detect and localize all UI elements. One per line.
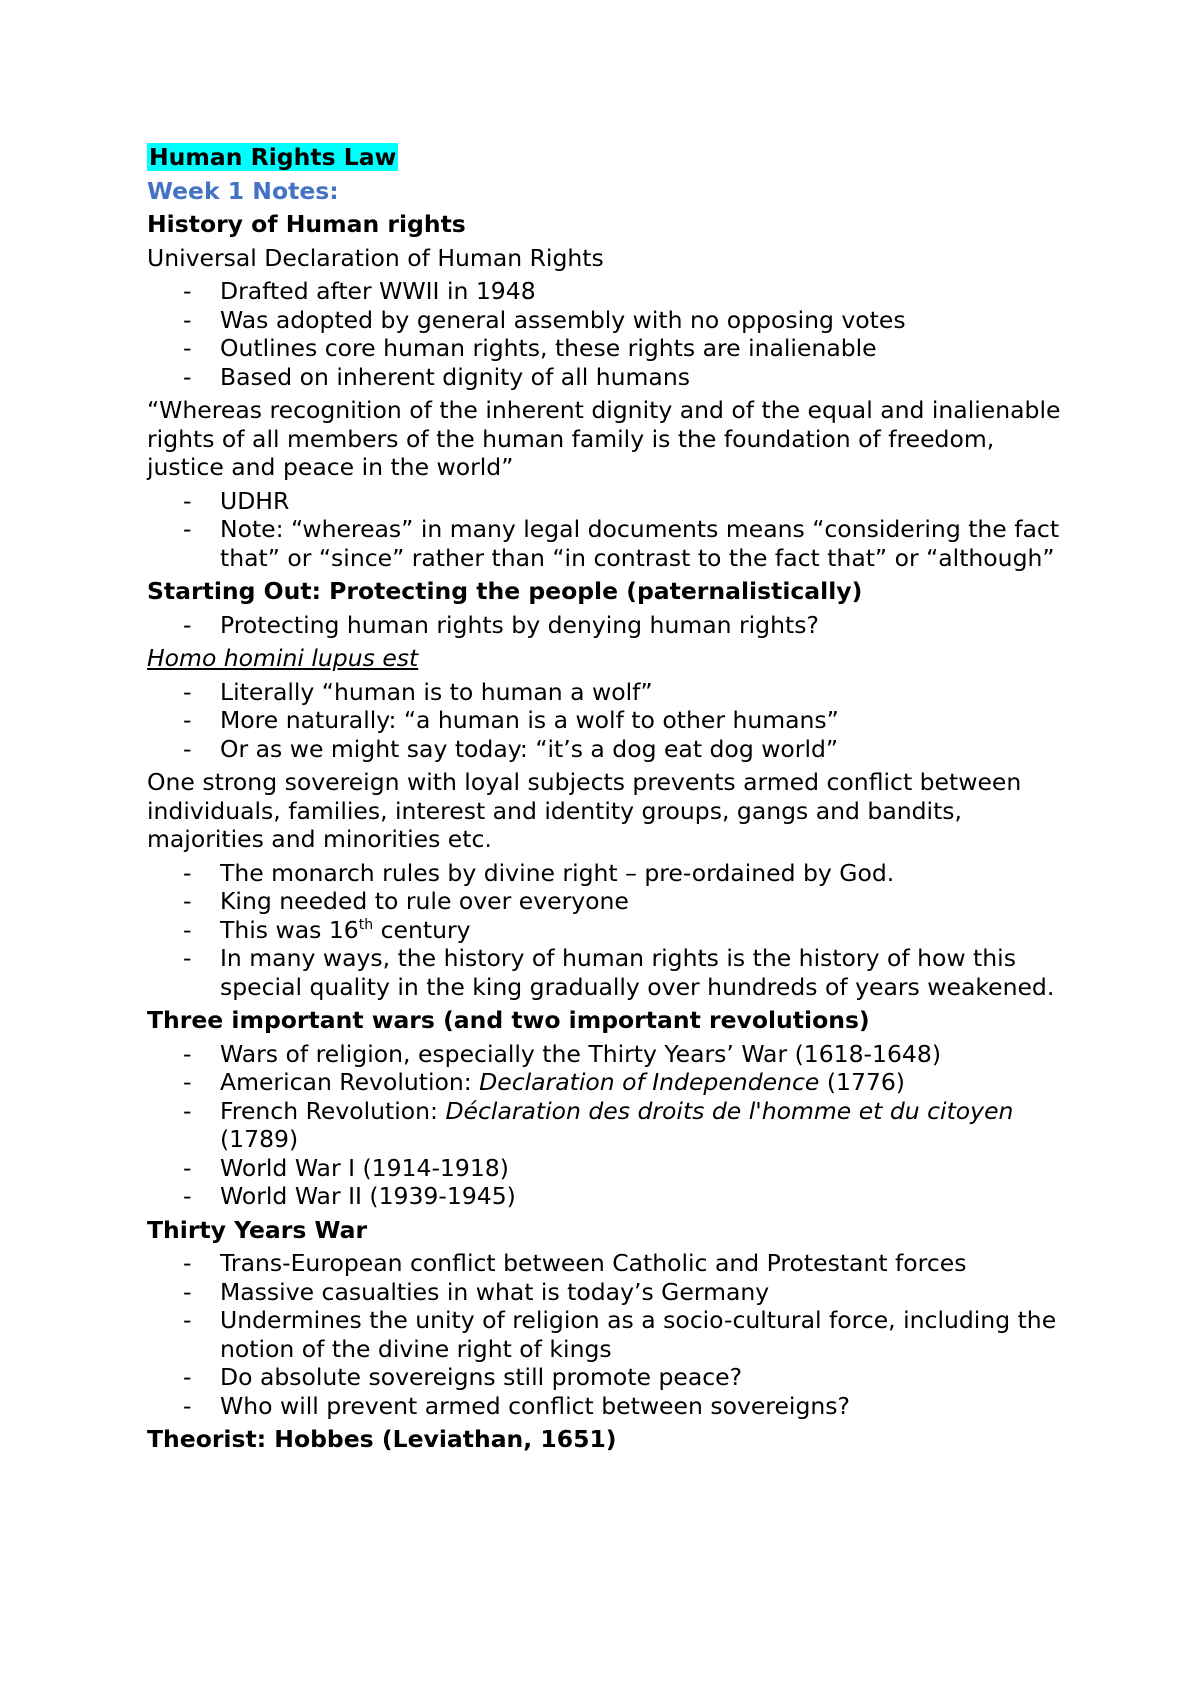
udhr-quote: “Whereas recognition of the inherent dignity and of the equal and inalienable rights of all members of the human family is the foundation of freedom, justice and peace in the world” (147, 396, 1061, 481)
list-item: - Massive casualties in what is today’s Germany (183, 1277, 770, 1306)
udhr-bullet-list (147, 277, 1077, 391)
list-item: - World War II (1939-1945) (183, 1182, 516, 1210)
list-item: - Trans-European conflict between Catholic and Protestant forces (183, 1249, 967, 1277)
ordinal-superscript: th (358, 916, 374, 933)
list-item: - Undermines the unity of religion as a socio-cultural force, including the notion of the divine right of kings (183, 1306, 1057, 1363)
list-item: - In many ways, the history of human rights is the history of how this special quality in the king gradually over hundreds of years weakened. (183, 944, 1055, 1001)
week-heading: Week 1 Notes: (147, 176, 339, 205)
list-item: - Outlines core human rights, these rights are inalienable (183, 334, 877, 362)
section-heading-thirty-years-war: Thirty Years War (147, 1215, 368, 1244)
section-heading-hobbes: Theorist: Hobbes (Leviathan, 1651) (147, 1425, 617, 1453)
list-item: - Who will prevent armed conflict between sovereigns? (183, 1391, 850, 1420)
list-item: - Based on inherent dignity of all humans (183, 362, 690, 391)
list-item: - More naturally: “a human is a wolf to other humans” (183, 706, 839, 734)
latin-phrase: Homo homini lupus est (147, 644, 419, 672)
list-item: - Wars of religion, especially the Thirty Years’ War (1618-1648) (183, 1039, 942, 1068)
document-title-italic: Déclaration des droits de l'homme et du citoyen (445, 1096, 1014, 1125)
wars-bullet-list (147, 1040, 1077, 1211)
list-item: - This was 16th century (183, 915, 471, 944)
list-item: - Note: “whereas” in many legal documents means “considering the fact that” or “since” rather than “in contrast to the fact that” or “although” (183, 515, 1060, 572)
sovereign-bullet-list (147, 859, 1077, 1002)
list-item: - American Revolution: Declaration of Independence (1776) (183, 1068, 905, 1096)
title-highlight: Human Rights Law (149, 143, 397, 171)
list-item: - UDHR (183, 486, 290, 515)
section-heading-starting-out: Starting Out: Protecting the people (paternalistically) (147, 577, 863, 605)
list-item: - Or as we might say today: “it’s a dog eat dog world” (183, 734, 839, 763)
section-heading-history: History of Human rights (147, 210, 466, 238)
thirty-years-bullet-list (147, 1249, 1077, 1420)
udhr-subheading: Universal Declaration of Human Rights (147, 243, 604, 272)
list-item: - Drafted after WWII in 1948 (183, 277, 536, 305)
list-item: - King needed to rule over everyone (183, 887, 629, 915)
list-item: - Was adopted by general assembly with no opposing votes (183, 305, 906, 334)
quote-bullet-list (147, 487, 1077, 573)
sovereign-paragraph: One strong sovereign with loyal subjects prevents armed conflict between individuals, families, interest and identity groups, gangs and bandits, majorities and minorities etc. (147, 768, 1022, 853)
list-item: - Do absolute sovereigns still promote peace? (183, 1363, 743, 1391)
document-title (147, 143, 1077, 172)
list-item: - French Revolution: Déclaration des droits de l'homme et du citoyen (1789) (183, 1096, 1014, 1153)
list-item: - The monarch rules by divine right – pre-ordained by God. (183, 858, 895, 887)
list-item: - Protecting human rights by denying human rights? (183, 610, 819, 639)
starting-bullet-list (147, 611, 1077, 640)
section-heading-wars: Three important wars (and two important revolutions) (147, 1006, 870, 1034)
document-title-italic: Declaration of Independence (479, 1068, 820, 1096)
list-item: - World War I (1914-1918) (183, 1153, 509, 1182)
latin-bullet-list (147, 678, 1077, 764)
list-item: - Literally “human is to human a wolf” (183, 677, 653, 706)
document-body (147, 143, 1077, 1459)
